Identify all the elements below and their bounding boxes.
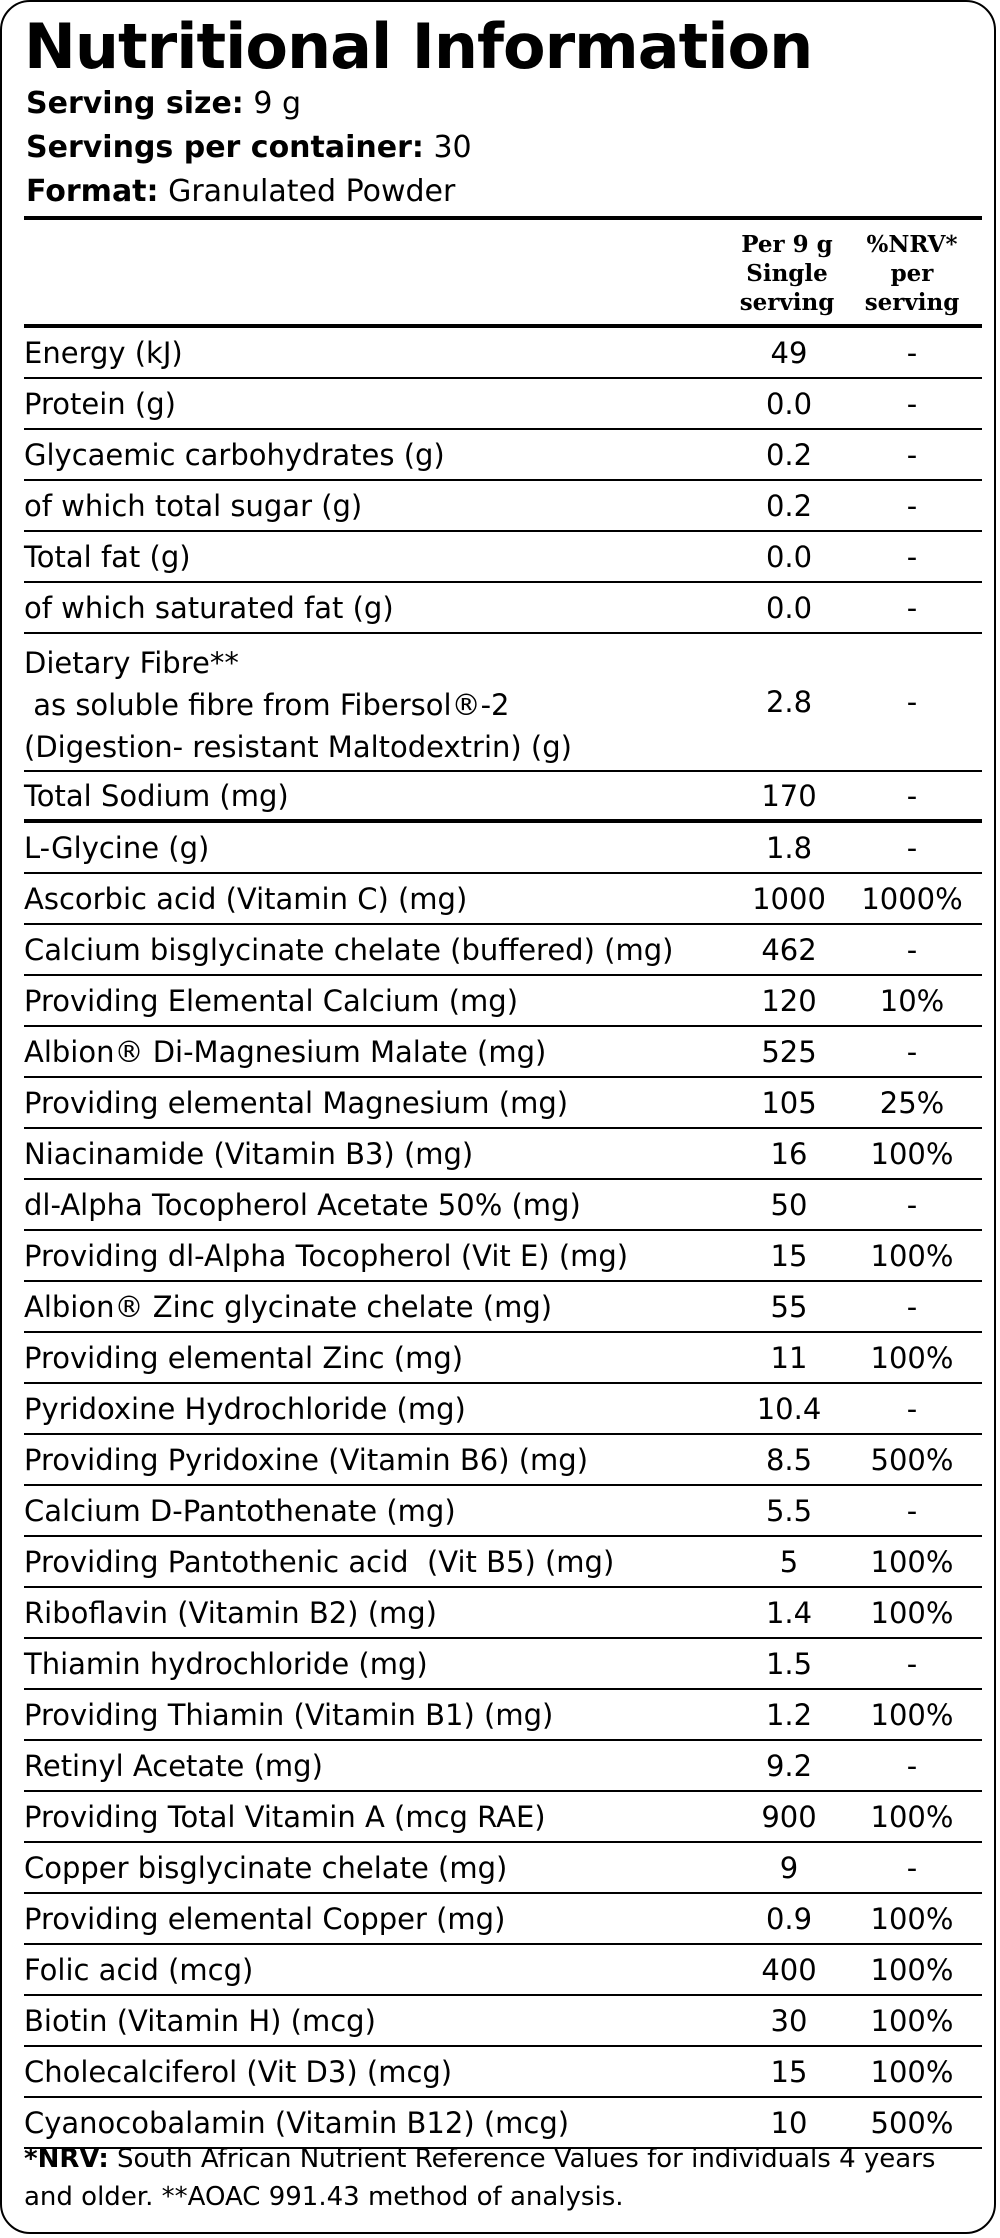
table-row [24,1843,982,1894]
table-row [24,481,982,532]
per-serving-value: 0.0 [765,590,813,625]
nutrient-name: of which saturated fat (g) [24,590,394,625]
per-serving-value: 15 [770,2054,808,2089]
per-serving-value: 462 [761,932,817,967]
footnote-label: *NRV: [24,2144,109,2174]
per-serving-value: 8.5 [765,1442,813,1477]
table-row [24,1588,982,1639]
nrv-value: - [906,488,918,523]
table-row [24,1180,982,1231]
nutrient-name: Riboflavin (Vitamin B2) (mg) [24,1595,437,1630]
nutrient-name: Glycaemic carbohydrates (g) [24,437,445,472]
header-nrv-line: per [890,260,934,287]
nrv-value: - [906,932,918,967]
nutrient-name: Providing Pyridoxine (Vitamin B6) (mg) [24,1442,589,1477]
per-serving-value: 105 [761,1085,817,1120]
table-row [24,1690,982,1741]
table-row [24,1333,982,1384]
header-nrv-line: serving [864,289,960,316]
per-serving-value: 5.5 [765,1493,813,1528]
per-serving-value: 15 [770,1238,808,1273]
per-serving-value: 30 [770,2003,808,2038]
per-serving-value: 1.8 [765,830,813,865]
nrv-value: 500% [870,2105,954,2140]
table-row [24,1996,982,2047]
table-row [24,1639,982,1690]
nrv-value: 100% [870,1238,954,1273]
serving-size [26,82,301,126]
header-nrv-line: %NRV* [866,231,958,258]
per-serving-value: 900 [761,1799,817,1834]
per-serving-value: 120 [761,983,817,1018]
nrv-value: - [906,685,918,719]
servings-per-container [26,126,472,170]
nrv-value: - [906,590,918,625]
footnote-text: South African Nutrient Reference Values for individuals 4 years and older. **AOAC 991.43 method of analysis. [24,2144,936,2212]
per-serving-value: 9.2 [765,1748,813,1783]
per-serving-value: 5 [779,1544,799,1579]
nutrient-name: Cholecalciferol (Vit D3) (mcg) [24,2054,453,2089]
nrv-value: 100% [870,1799,954,1834]
serving-size-label: Serving size: [26,86,244,121]
table-row [24,772,982,823]
table-row [24,1792,982,1843]
header-per-serving-line: Single [746,260,828,287]
table-row [24,430,982,481]
nrv-value: 100% [870,2003,954,2038]
nutrient-name: Providing elemental Copper (mg) [24,1901,506,1936]
per-serving-value: 1000 [752,881,826,916]
servings-per-container-value: 30 [423,130,472,165]
nutrient-name: Calcium D-Pantothenate (mg) [24,1493,456,1528]
nrv-value: - [906,1289,918,1324]
per-serving-value: 170 [761,778,817,813]
nutrient-name: Total Sodium (mg) [24,778,289,813]
nrv-value: - [906,386,918,421]
nrv-value: - [906,830,918,865]
table-row [24,1435,982,1486]
per-serving-value: 400 [761,1952,817,1987]
per-serving-value: 2.8 [765,685,813,719]
table-row [24,1537,982,1588]
nutrient-name: Providing elemental Zinc (mg) [24,1340,464,1375]
per-serving-value: 9 [779,1850,799,1885]
table-row [24,532,982,583]
per-serving-value: 0.2 [765,488,813,523]
nutrient-name: of which total sugar (g) [24,488,363,523]
nutrient-name: L-Glycine (g) [24,830,210,865]
nutrition-table [24,216,982,2149]
nrv-value: 1000% [861,881,963,916]
per-serving-value: 0.9 [765,1901,813,1936]
nrv-value: 100% [870,1901,954,1936]
nutrient-name: Providing elemental Magnesium (mg) [24,1085,569,1120]
nrv-value: - [906,1034,918,1069]
per-serving-value: 1.5 [765,1646,813,1681]
nutrient-name: Folic acid (mcg) [24,1952,254,1987]
nutrient-name: Providing dl-Alpha Tocopherol (Vit E) (mg) [24,1238,629,1273]
nutrient-name-line: (Digestion- resistant Maltodextrin) (g) [24,730,572,764]
nrv-value: 25% [879,1085,945,1120]
nrv-value: 100% [870,1952,954,1987]
nrv-value: - [906,1391,918,1426]
nrv-value: - [906,1748,918,1783]
table-row [24,379,982,430]
nrv-value: - [906,1493,918,1528]
nutrient-name: Albion® Di-Magnesium Malate (mg) [24,1034,547,1069]
per-serving-value: 1.4 [765,1595,813,1630]
table-row [24,1384,982,1435]
nutrient-name: Cyanocobalamin (Vitamin B12) (mcg) [24,2105,570,2140]
header-per-serving-line: serving [739,289,835,316]
nutrient-name-line: Dietary Fibre** [24,646,239,680]
header-nrv [842,230,982,317]
nutrient-name: Providing Thiamin (Vitamin B1) (mg) [24,1697,554,1732]
nrv-value: 500% [870,1442,954,1477]
nutrient-name: Pyridoxine Hydrochloride (mg) [24,1391,466,1426]
format [26,170,455,214]
table-row [24,1945,982,1996]
serving-size-value: 9 g [243,86,302,121]
table-row [24,328,982,379]
nutrient-name: Retinyl Acetate (mg) [24,1748,323,1783]
table-row [24,1078,982,1129]
nrv-value: - [906,539,918,574]
table-row [24,1129,982,1180]
table-row [24,823,982,874]
per-serving-value: 10 [770,2105,808,2140]
nrv-value: - [906,1646,918,1681]
nrv-value: 100% [870,1340,954,1375]
nrv-value: 100% [870,1544,954,1579]
table-header [24,220,982,328]
nutrient-name: Total fat (g) [24,539,191,574]
table-row [24,1231,982,1282]
nrv-value: 100% [870,2054,954,2089]
nutrient-name: Biotin (Vitamin H) (mcg) [24,2003,376,2038]
format-label: Format: [26,174,159,209]
table-row [24,1027,982,1078]
nutrient-name: Ascorbic acid (Vitamin C) (mg) [24,881,468,916]
nrv-value: - [906,335,918,370]
nutrient-name: Protein (g) [24,386,176,421]
per-serving-value: 49 [770,335,808,370]
nrv-value: - [906,1187,918,1222]
panel-title: Nutritional Information [24,10,813,83]
table-row [24,1741,982,1792]
nrv-value: 100% [870,1697,954,1732]
per-serving-value: 0.2 [765,437,813,472]
table-row [24,925,982,976]
nutrient-name: Providing Elemental Calcium (mg) [24,983,519,1018]
nrv-value: 10% [879,983,945,1018]
table-row [24,583,982,634]
nutrient-name: Calcium bisglycinate chelate (buffered) (mg) [24,932,674,967]
nutrient-name: Providing Total Vitamin A (mcg RAE) [24,1799,546,1834]
table-body [24,328,982,2149]
table-row [24,2047,982,2098]
nrv-value: - [906,437,918,472]
per-serving-value: 55 [770,1289,808,1324]
nutrient-name: Albion® Zinc glycinate chelate (mg) [24,1289,553,1324]
table-row [24,874,982,925]
format-value: Granulated Powder [158,174,456,209]
nrv-value: 100% [870,1136,954,1171]
table-row [24,634,982,772]
table-row [24,976,982,1027]
per-serving-value: 0.0 [765,386,813,421]
nutrient-name [24,634,704,778]
footnote [24,2140,974,2216]
nutrient-name: Thiamin hydrochloride (mg) [24,1646,428,1681]
per-serving-value: 50 [770,1187,808,1222]
nutrient-name: Providing Pantothenic acid (Vit B5) (mg) [24,1544,615,1579]
servings-per-container-label: Servings per container: [26,130,424,165]
nrv-value: - [906,778,918,813]
per-serving-value: 0.0 [765,539,813,574]
table-row [24,1282,982,1333]
per-serving-value: 525 [761,1034,817,1069]
nutrient-name: Niacinamide (Vitamin B3) (mg) [24,1136,474,1171]
table-row [24,1894,982,1945]
per-serving-value: 10.4 [756,1391,822,1426]
per-serving-value: 16 [770,1136,808,1171]
header-per-serving-line: Per 9 g [741,231,833,258]
nrv-value: - [906,1850,918,1885]
per-serving-value: 1.2 [765,1697,813,1732]
table-row [24,1486,982,1537]
nutrient-name: Copper bisglycinate chelate (mg) [24,1850,508,1885]
nutrient-name: dl-Alpha Tocopherol Acetate 50% (mg) [24,1187,581,1222]
per-serving-value: 11 [770,1340,808,1375]
nrv-value: 100% [870,1595,954,1630]
nutrient-name-line: as soluble fibre from Fibersol®-2 [24,688,510,722]
nutrient-name: Energy (kJ) [24,335,183,370]
